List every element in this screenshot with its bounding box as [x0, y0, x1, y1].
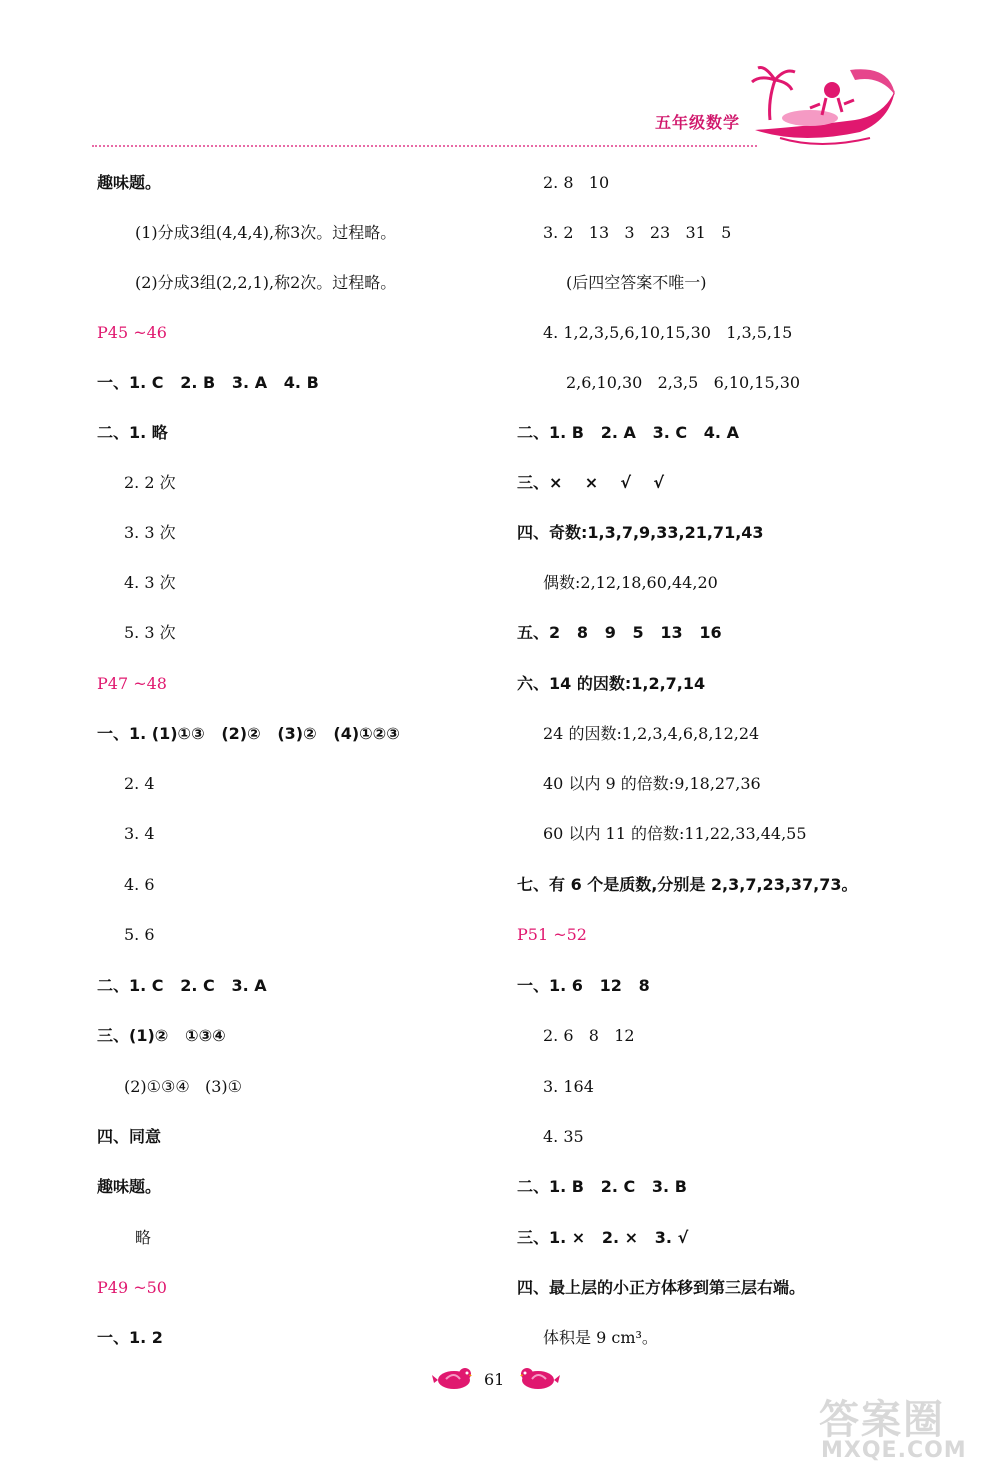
answer-line: 二、1. B 2. C 3. B	[517, 1177, 687, 1196]
answer-line: 偶数:2,12,18,60,44,20	[543, 573, 718, 592]
answer-line: 二、1. C 2. C 3. A	[97, 976, 267, 995]
bird-icon-right	[520, 1365, 560, 1391]
answer-line: 三、(1)② ①③④	[97, 1026, 226, 1045]
answer-line: (1)分成3组(4,4,4),称3次。过程略。	[135, 223, 397, 242]
answer-line: 5. 3 次	[124, 623, 176, 642]
answer-line: 3. 164	[543, 1077, 594, 1096]
answer-note: (后四空答案不唯一)	[566, 273, 707, 292]
answer-line: (2)分成3组(2,2,1),称2次。过程略。	[135, 273, 397, 292]
answer-line: 一、1. (1)①③ (2)② (3)② (4)①②③	[97, 724, 400, 743]
section-label: P51 ~52	[517, 925, 587, 944]
answer-line: 一、1. 2	[97, 1328, 163, 1347]
answer-line: 二、1. B 2. A 3. C 4. A	[517, 423, 739, 442]
answer-line: 4. 1,2,3,5,6,10,15,30 1,3,5,15	[543, 323, 793, 342]
fun-question-heading: 趣味题。	[97, 173, 162, 192]
answer-line: 60 以内 11 的倍数:11,22,33,44,55	[543, 824, 807, 843]
answer-line: 3. 3 次	[124, 523, 176, 542]
answer-line: 4. 3 次	[124, 573, 176, 592]
section-label: P45 ~46	[97, 323, 167, 342]
answer-line: 3. 2 13 3 23 31 5	[543, 223, 732, 242]
watermark	[815, 1388, 995, 1468]
answer-line: 3. 4	[124, 824, 155, 843]
surfer-illustration-icon	[750, 60, 900, 155]
answer-line: 4. 35	[543, 1127, 584, 1146]
answer-line: 四、奇数:1,3,7,9,33,21,71,43	[517, 523, 764, 542]
answer-line: 24 的因数:1,2,3,4,6,8,12,24	[543, 724, 760, 743]
answer-line: 二、1. 略	[97, 423, 168, 442]
answer-line: 2,6,10,30 2,3,5 6,10,15,30	[566, 373, 801, 392]
answer-line: 一、1. C 2. B 3. A 4. B	[97, 373, 319, 392]
watermark-top: 答案圈	[819, 1397, 945, 1443]
header-rule	[92, 145, 757, 147]
bird-icon-left	[432, 1365, 472, 1391]
answer-line: 一、1. 6 12 8	[517, 976, 650, 995]
answer-line: 三、× × √ √	[517, 473, 665, 492]
answer-line: 五、2 8 9 5 13 16	[517, 623, 722, 642]
fun-question-heading: 趣味题。	[97, 1177, 162, 1196]
answer-line: 体积是 9 cm³。	[543, 1328, 658, 1347]
answer-line: 5. 6	[124, 925, 155, 944]
answer-line: 40 以内 9 的倍数:9,18,27,36	[543, 774, 761, 793]
answer-line: 七、有 6 个是质数,分别是 2,3,7,23,37,73。	[517, 875, 858, 894]
page-number: 61	[484, 1370, 505, 1389]
answer-line: 略	[135, 1228, 152, 1247]
watermark-bottom: MXQE.COM	[821, 1438, 967, 1463]
section-label: P47 ~48	[97, 674, 167, 693]
answer-line: 2. 2 次	[124, 473, 176, 492]
answer-line: 四、最上层的小正方体移到第三层右端。	[517, 1278, 806, 1297]
answer-line: 2. 4	[124, 774, 155, 793]
answer-line: 2. 6 8 12	[543, 1026, 635, 1045]
answer-line: (2)①③④ (3)①	[124, 1077, 242, 1096]
answer-line: 2. 8 10	[543, 173, 610, 192]
answer-line: 六、14 的因数:1,2,7,14	[517, 674, 706, 693]
header-title: 五年级数学	[655, 113, 741, 132]
answer-line: 三、1. × 2. × 3. √	[517, 1228, 689, 1247]
section-label: P49 ~50	[97, 1278, 167, 1297]
answer-line: 四、同意	[97, 1127, 162, 1146]
answer-line: 4. 6	[124, 875, 155, 894]
